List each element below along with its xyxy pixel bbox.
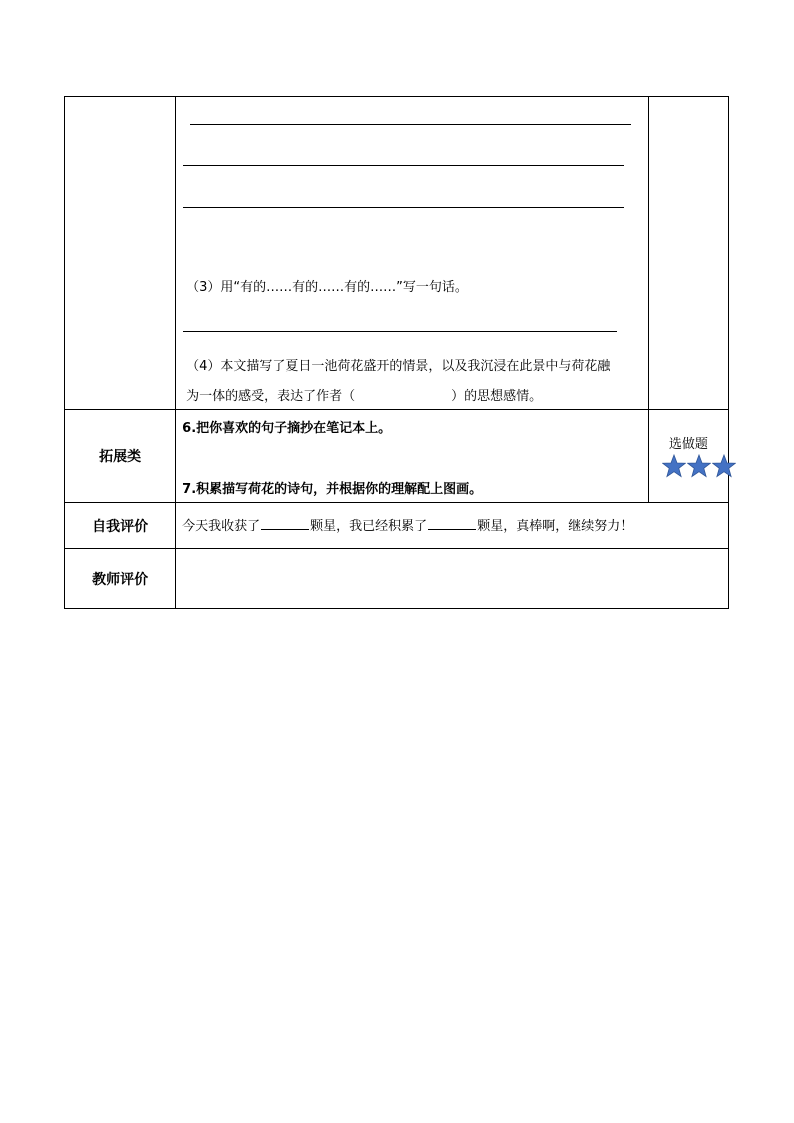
task-7: 7.积累描写荷花的诗句，并根据你的理解配上图画。 <box>182 482 483 497</box>
worksheet-table <box>64 96 729 609</box>
stars-total-blank[interactable] <box>428 517 476 530</box>
question-cell <box>176 97 649 410</box>
table-row-extension <box>65 410 729 503</box>
self-eval-text-1: 今天我收获了 <box>182 519 261 534</box>
question-3: （3）用“有的……有的……有的……”写一句话。 <box>186 280 468 295</box>
worksheet-table-container <box>64 96 729 609</box>
self-eval-text-3: 颗星，真棒啊，继续努力！ <box>477 519 634 534</box>
optional-label: 选做题 <box>668 437 708 452</box>
self-eval-text-2: 颗星，我已经积累了 <box>310 519 428 534</box>
table-row-questions <box>65 97 729 410</box>
answer-line-q3[interactable] <box>183 331 617 332</box>
category-cell-empty <box>65 97 176 410</box>
self-evaluation-sentence <box>176 503 728 546</box>
stars-earned-blank[interactable] <box>261 517 309 530</box>
category-cell-extension: 拓展类 <box>65 410 176 503</box>
star-icon <box>687 454 711 478</box>
question-4-line-1: （4）本文描写了夏日一池荷花盛开的情景，以及我沉浸在此景中与荷花融 <box>186 359 611 374</box>
answer-line-2[interactable] <box>183 165 624 166</box>
side-cell-empty <box>648 97 728 410</box>
category-cell-self-evaluation: 自我评价 <box>65 503 176 549</box>
category-cell-teacher-evaluation: 教师评价 <box>65 549 176 609</box>
task-6: 6.把你喜欢的句子摘抄在笔记本上。 <box>182 421 392 436</box>
question-4-text-after: ）的思想感情。 <box>451 389 543 404</box>
star-icon <box>712 454 736 478</box>
optional-cell <box>648 410 728 503</box>
table-row-self-evaluation <box>65 503 729 549</box>
teacher-evaluation-cell[interactable] <box>176 549 729 609</box>
star-icon <box>662 454 686 478</box>
self-evaluation-cell <box>176 503 729 549</box>
answer-line-3[interactable] <box>183 207 624 208</box>
extension-tasks-cell <box>176 410 649 503</box>
question-4-line-2 <box>186 385 542 404</box>
table-row-teacher-evaluation <box>65 549 729 609</box>
star-rating <box>662 454 736 478</box>
question-4-text-before: 为一体的感受，表达了作者（ <box>186 389 356 404</box>
answer-line-1[interactable] <box>190 124 631 125</box>
